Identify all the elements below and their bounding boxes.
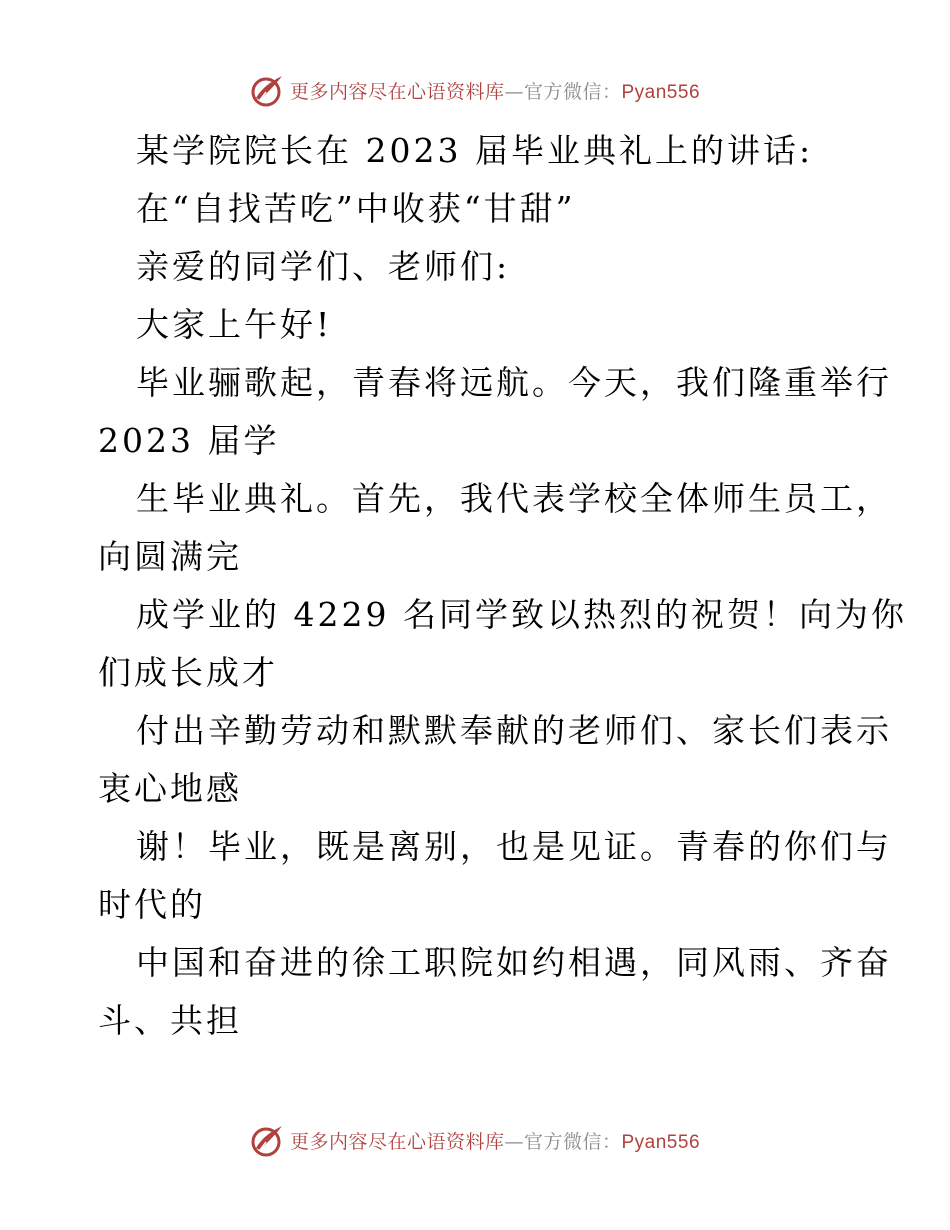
- quill-logo-icon: [250, 1122, 286, 1158]
- text-line: 中国和奋进的徐工职院如约相遇，同风雨、齐奋: [136, 943, 892, 982]
- text-line: 毕业骊歌起，青春将远航。今天，我们隆重举行: [136, 363, 892, 402]
- text-line: 谢！毕业，既是离别，也是见证。青春的你们与: [136, 827, 892, 866]
- watermark-gray-text: —官方微信：: [504, 80, 622, 103]
- text-line: 时代的: [98, 885, 206, 924]
- watermark-id-text: Pyan556: [621, 81, 701, 103]
- text-line: 生毕业典礼。首先，我代表学校全体师生员工，: [136, 479, 892, 518]
- footer-watermark: [0, 1120, 950, 1160]
- document-body: [98, 122, 907, 1050]
- watermark-red-text: 更多内容尽在心语资料库: [289, 80, 505, 103]
- text-line: 付出辛勤劳动和默默奉献的老师们、家长们表示: [136, 711, 892, 750]
- quill-logo-icon: [250, 72, 286, 108]
- text-line: 向圆满完: [98, 537, 242, 576]
- watermark-id-text: Pyan556: [621, 1131, 701, 1153]
- text-line: 衷心地感: [98, 769, 242, 808]
- text-line: 大家上午好!: [136, 305, 333, 344]
- text-line: 某学院院长在 2023 届毕业典礼上的讲话:: [136, 131, 814, 170]
- watermark-red-text: 更多内容尽在心语资料库: [289, 1130, 505, 1153]
- text-line: 在“自找苦吃”中收获“甘甜”: [136, 189, 576, 228]
- text-line: 斗、共担: [98, 1001, 242, 1040]
- text-line: 2023 届学: [98, 421, 280, 460]
- watermark-text: [290, 77, 700, 104]
- header-watermark: [0, 70, 950, 110]
- text-line: 亲爱的同学们、老师们:: [136, 247, 511, 286]
- text-line: 们成长成才: [98, 653, 278, 692]
- watermark-text: [290, 1127, 700, 1154]
- text-line: 成学业的 4229 名同学致以热烈的祝贺！向为你: [136, 595, 907, 634]
- watermark-gray-text: —官方微信：: [504, 1130, 622, 1153]
